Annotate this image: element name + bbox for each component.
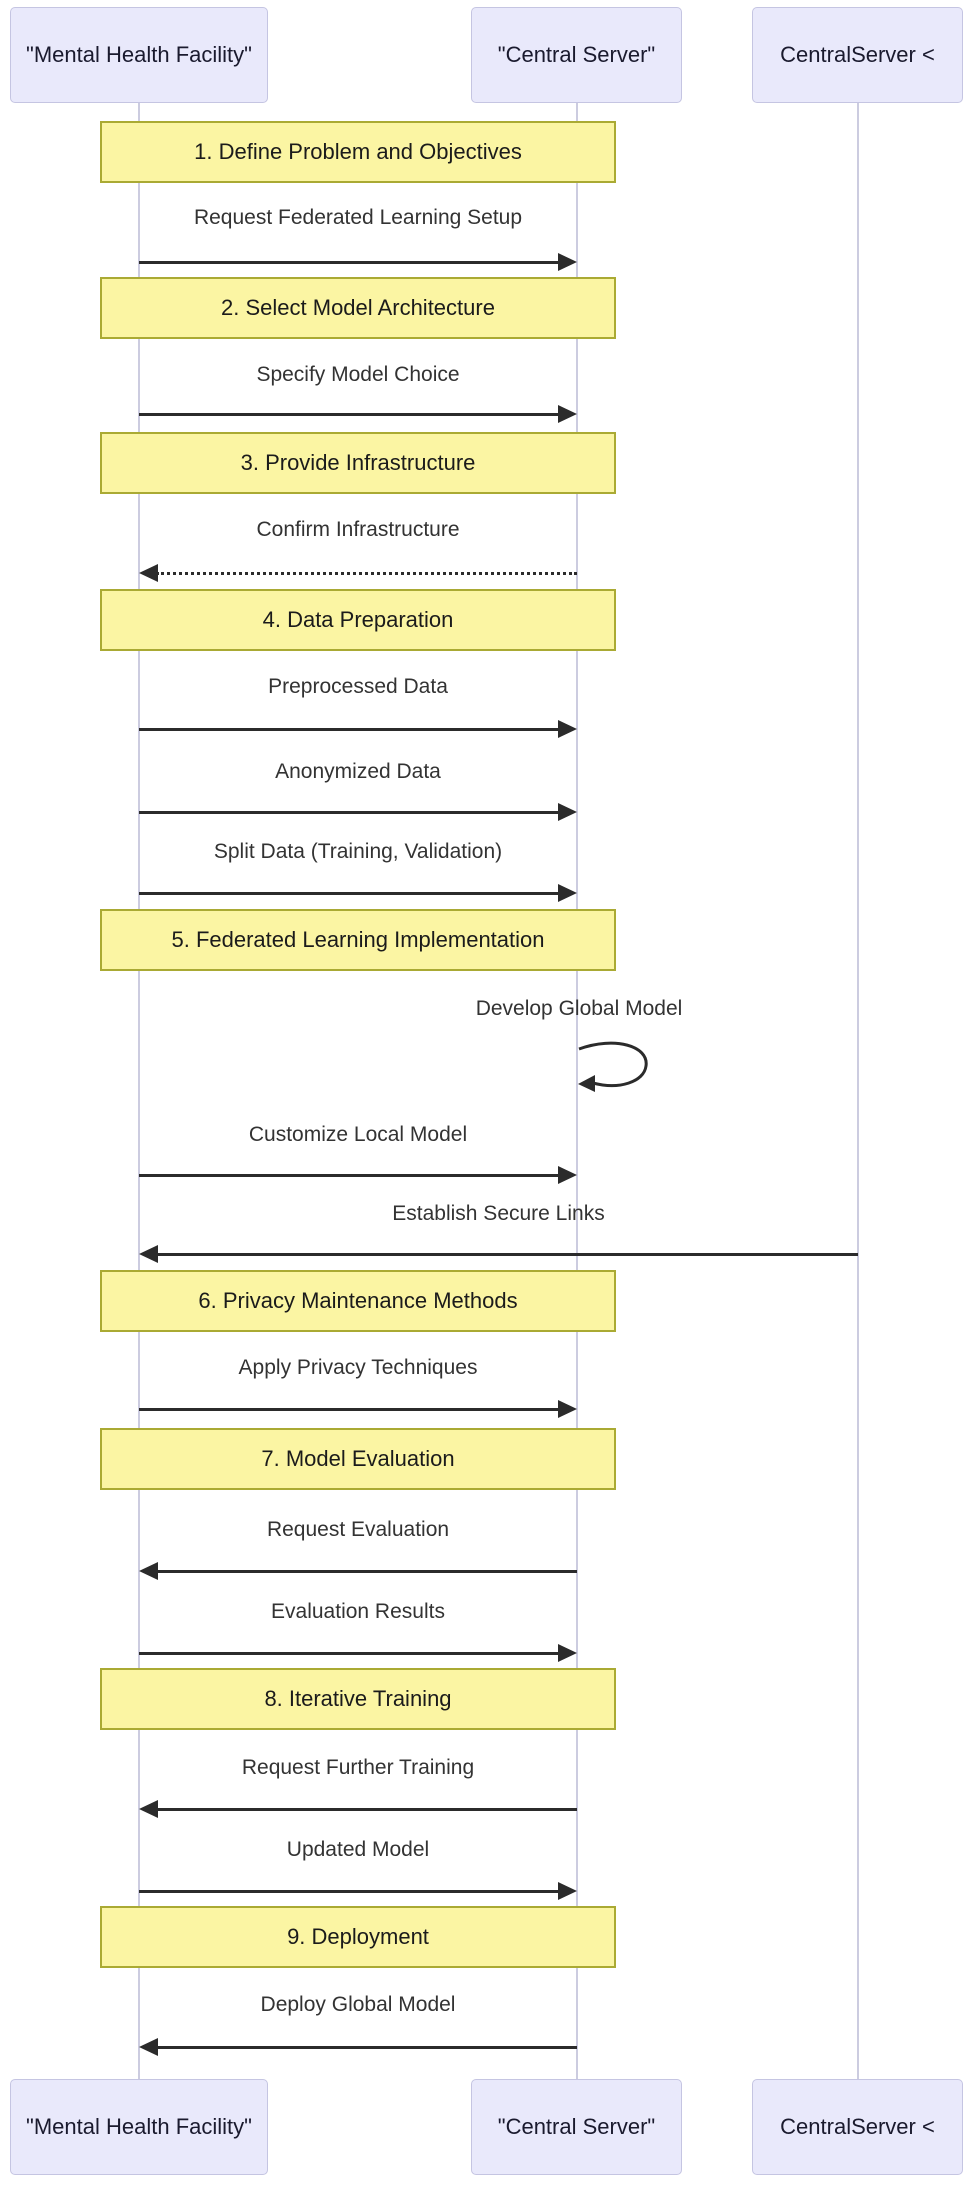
arrowhead-right-icon	[558, 1644, 577, 1662]
note-6-privacy-maintenance-methods	[100, 1270, 616, 1332]
arrowhead-left-icon	[139, 2038, 158, 2056]
note-8-iterative-training	[100, 1668, 616, 1730]
arrowhead-left-icon	[139, 1800, 158, 1818]
participant-label: "Mental Health Facility"	[26, 42, 252, 67]
arrowhead-right-icon	[558, 1166, 577, 1184]
arrow-line-dotted	[156, 572, 577, 575]
arrow-split-data	[139, 884, 577, 904]
arrow-line	[156, 1570, 577, 1573]
arrowhead-right-icon	[558, 803, 577, 821]
arrow-line	[139, 892, 560, 895]
participant-central-server-bottom	[471, 2079, 682, 2175]
message-label-apply-privacy-techniques: Apply Privacy Techniques	[238, 1356, 478, 1379]
note-1-define-problem	[100, 121, 616, 183]
arrowhead-right-icon	[558, 405, 577, 423]
arrow-line	[139, 1890, 560, 1893]
note-label: 6. Privacy Maintenance Methods	[198, 1288, 518, 1313]
self-loop-arrow-icon	[577, 1040, 655, 1096]
arrow-line	[156, 1253, 858, 1256]
message-label-specify-model-choice: Specify Model Choice	[256, 363, 460, 386]
message-label-preprocessed-data: Preprocessed Data	[268, 675, 448, 698]
arrowhead-right-icon	[558, 720, 577, 738]
arrow-line	[139, 728, 560, 731]
arrow-specify-model-choice	[139, 405, 577, 425]
arrow-customize-local-model	[139, 1166, 577, 1186]
arrow-line	[139, 261, 560, 264]
arrow-line	[139, 413, 560, 416]
note-label: 7. Model Evaluation	[261, 1446, 455, 1471]
note-3-provide-infrastructure	[100, 432, 616, 494]
message-label-customize-local-model: Customize Local Model	[248, 1123, 468, 1146]
message-label-confirm-infrastructure: Confirm Infrastructure	[256, 518, 460, 541]
lifeline-centralserver	[857, 103, 859, 2079]
arrowhead-right-icon	[558, 884, 577, 902]
participant-label: "Mental Health Facility"	[26, 2114, 252, 2139]
arrow-deploy-global-model	[139, 2038, 577, 2058]
note-5-federated-learning-implementation	[100, 909, 616, 971]
arrow-updated-model	[139, 1882, 577, 1902]
message-label-establish-secure-links: Establish Secure Links	[392, 1202, 605, 1225]
note-7-model-evaluation	[100, 1428, 616, 1490]
participant-mental-health-facility-top	[10, 7, 268, 103]
note-label: 3. Provide Infrastructure	[240, 450, 476, 475]
arrowhead-right-icon	[558, 253, 577, 271]
arrowhead-right-icon	[558, 1400, 577, 1418]
message-label-request-evaluation: Request Evaluation	[266, 1518, 450, 1541]
message-label-develop-global-model: Develop Global Model	[475, 997, 683, 1020]
message-label-request-further-training: Request Further Training	[241, 1756, 475, 1779]
participant-label: "Central Server"	[497, 42, 656, 67]
note-label: 9. Deployment	[287, 1924, 429, 1949]
arrow-request-further-training	[139, 1800, 577, 1820]
note-label: 8. Iterative Training	[264, 1686, 452, 1711]
arrow-line	[156, 1808, 577, 1811]
arrow-preprocessed-data	[139, 720, 577, 740]
arrow-anonymized-data	[139, 803, 577, 823]
arrow-request-evaluation	[139, 1562, 577, 1582]
note-2-select-model	[100, 277, 616, 339]
message-label-evaluation-results: Evaluation Results	[271, 1600, 445, 1623]
arrow-confirm-infrastructure	[139, 564, 577, 584]
note-label: 2. Select Model Architecture	[221, 295, 495, 320]
arrow-line	[139, 1652, 560, 1655]
note-4-data-preparation	[100, 589, 616, 651]
arrow-line	[156, 2046, 577, 2049]
participant-label: CentralServer <	[780, 2114, 935, 2139]
note-label: 5. Federated Learning Implementation	[171, 927, 545, 952]
arrow-request-federated-learning-setup	[139, 253, 577, 273]
participant-central-server-top	[471, 7, 682, 103]
arrow-evaluation-results	[139, 1644, 577, 1664]
arrow-line	[139, 1174, 560, 1177]
arrowhead-right-icon	[558, 1882, 577, 1900]
message-label-split-data: Split Data (Training, Validation)	[213, 840, 503, 863]
arrow-establish-secure-links	[139, 1245, 858, 1265]
participant-label: CentralServer <	[780, 42, 935, 67]
note-9-deployment	[100, 1906, 616, 1968]
arrowhead-left-icon	[139, 1562, 158, 1580]
message-label-deploy-global-model: Deploy Global Model	[260, 1993, 456, 2016]
note-label: 1. Define Problem and Objectives	[194, 139, 522, 164]
arrowhead-left-icon	[139, 564, 158, 582]
message-label-anonymized-data: Anonymized Data	[275, 760, 441, 783]
arrow-apply-privacy-techniques	[139, 1400, 577, 1420]
arrow-line	[139, 811, 560, 814]
participant-mental-health-facility-bottom	[10, 2079, 268, 2175]
arrowhead-left-icon	[139, 1245, 158, 1263]
arrow-line	[139, 1408, 560, 1411]
participant-centralserver-bottom	[752, 2079, 963, 2175]
message-label-request-federated-learning-setup: Request Federated Learning Setup	[193, 206, 523, 229]
participant-centralserver-top	[752, 7, 963, 103]
participant-label: "Central Server"	[497, 2114, 656, 2139]
message-label-updated-model: Updated Model	[286, 1838, 430, 1861]
note-label: 4. Data Preparation	[262, 607, 454, 632]
